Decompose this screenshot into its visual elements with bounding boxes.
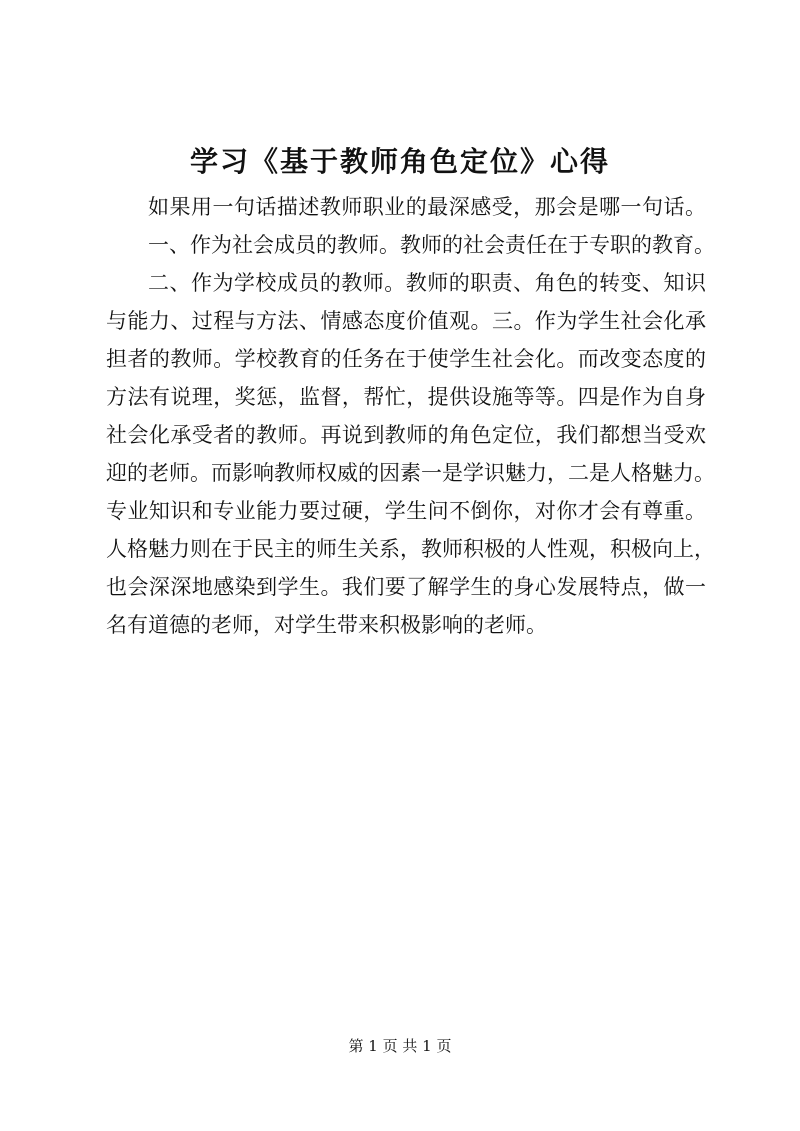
paragraph-line: 人格魅力则在于民主的师生关系，教师积极的人性观，积极向上， xyxy=(106,537,715,561)
paragraph-line: 也会深深地感染到学生。我们要了解学生的身心发展特点，做一 xyxy=(106,575,706,599)
paragraph-line: 担者的教师。学校教育的任务在于使学生社会化。而改变态度的 xyxy=(106,347,706,371)
paragraph-line: 一、作为社会成员的教师。教师的社会责任在于专职的教育。 xyxy=(148,233,715,257)
document-body xyxy=(106,188,715,644)
paragraph-line: 社会化承受者的教师。再说到教师的角色定位，我们都想当受欢 xyxy=(106,423,706,447)
paragraph-line: 方法有说理，奖惩，监督，帮忙，提供设施等等。四是作为自身 xyxy=(106,385,706,409)
paragraph-line: 专业知识和专业能力要过硬，学生问不倒你，对你才会有尊重。 xyxy=(106,499,706,523)
paragraph-line: 迎的老师。而影响教师权威的因素一是学识魅力，二是人格魅力。 xyxy=(106,461,715,485)
paragraph-line: 如果用一句话描述教师职业的最深感受，那会是哪一句话。 xyxy=(148,195,706,219)
page-footer: 第 1 页 共 1 页 xyxy=(348,1037,452,1055)
paragraph-line: 二、作为学校成员的教师。教师的职责、角色的转变、知识 xyxy=(148,271,706,295)
paragraph-line: 与能力、过程与方法、情感态度价值观。三。作为学生社会化承 xyxy=(106,309,706,333)
document-title: 学习《基于教师角色定位》心得 xyxy=(189,145,610,178)
paragraph-line: 名有道德的老师，对学生带来积极影响的老师。 xyxy=(106,613,547,637)
